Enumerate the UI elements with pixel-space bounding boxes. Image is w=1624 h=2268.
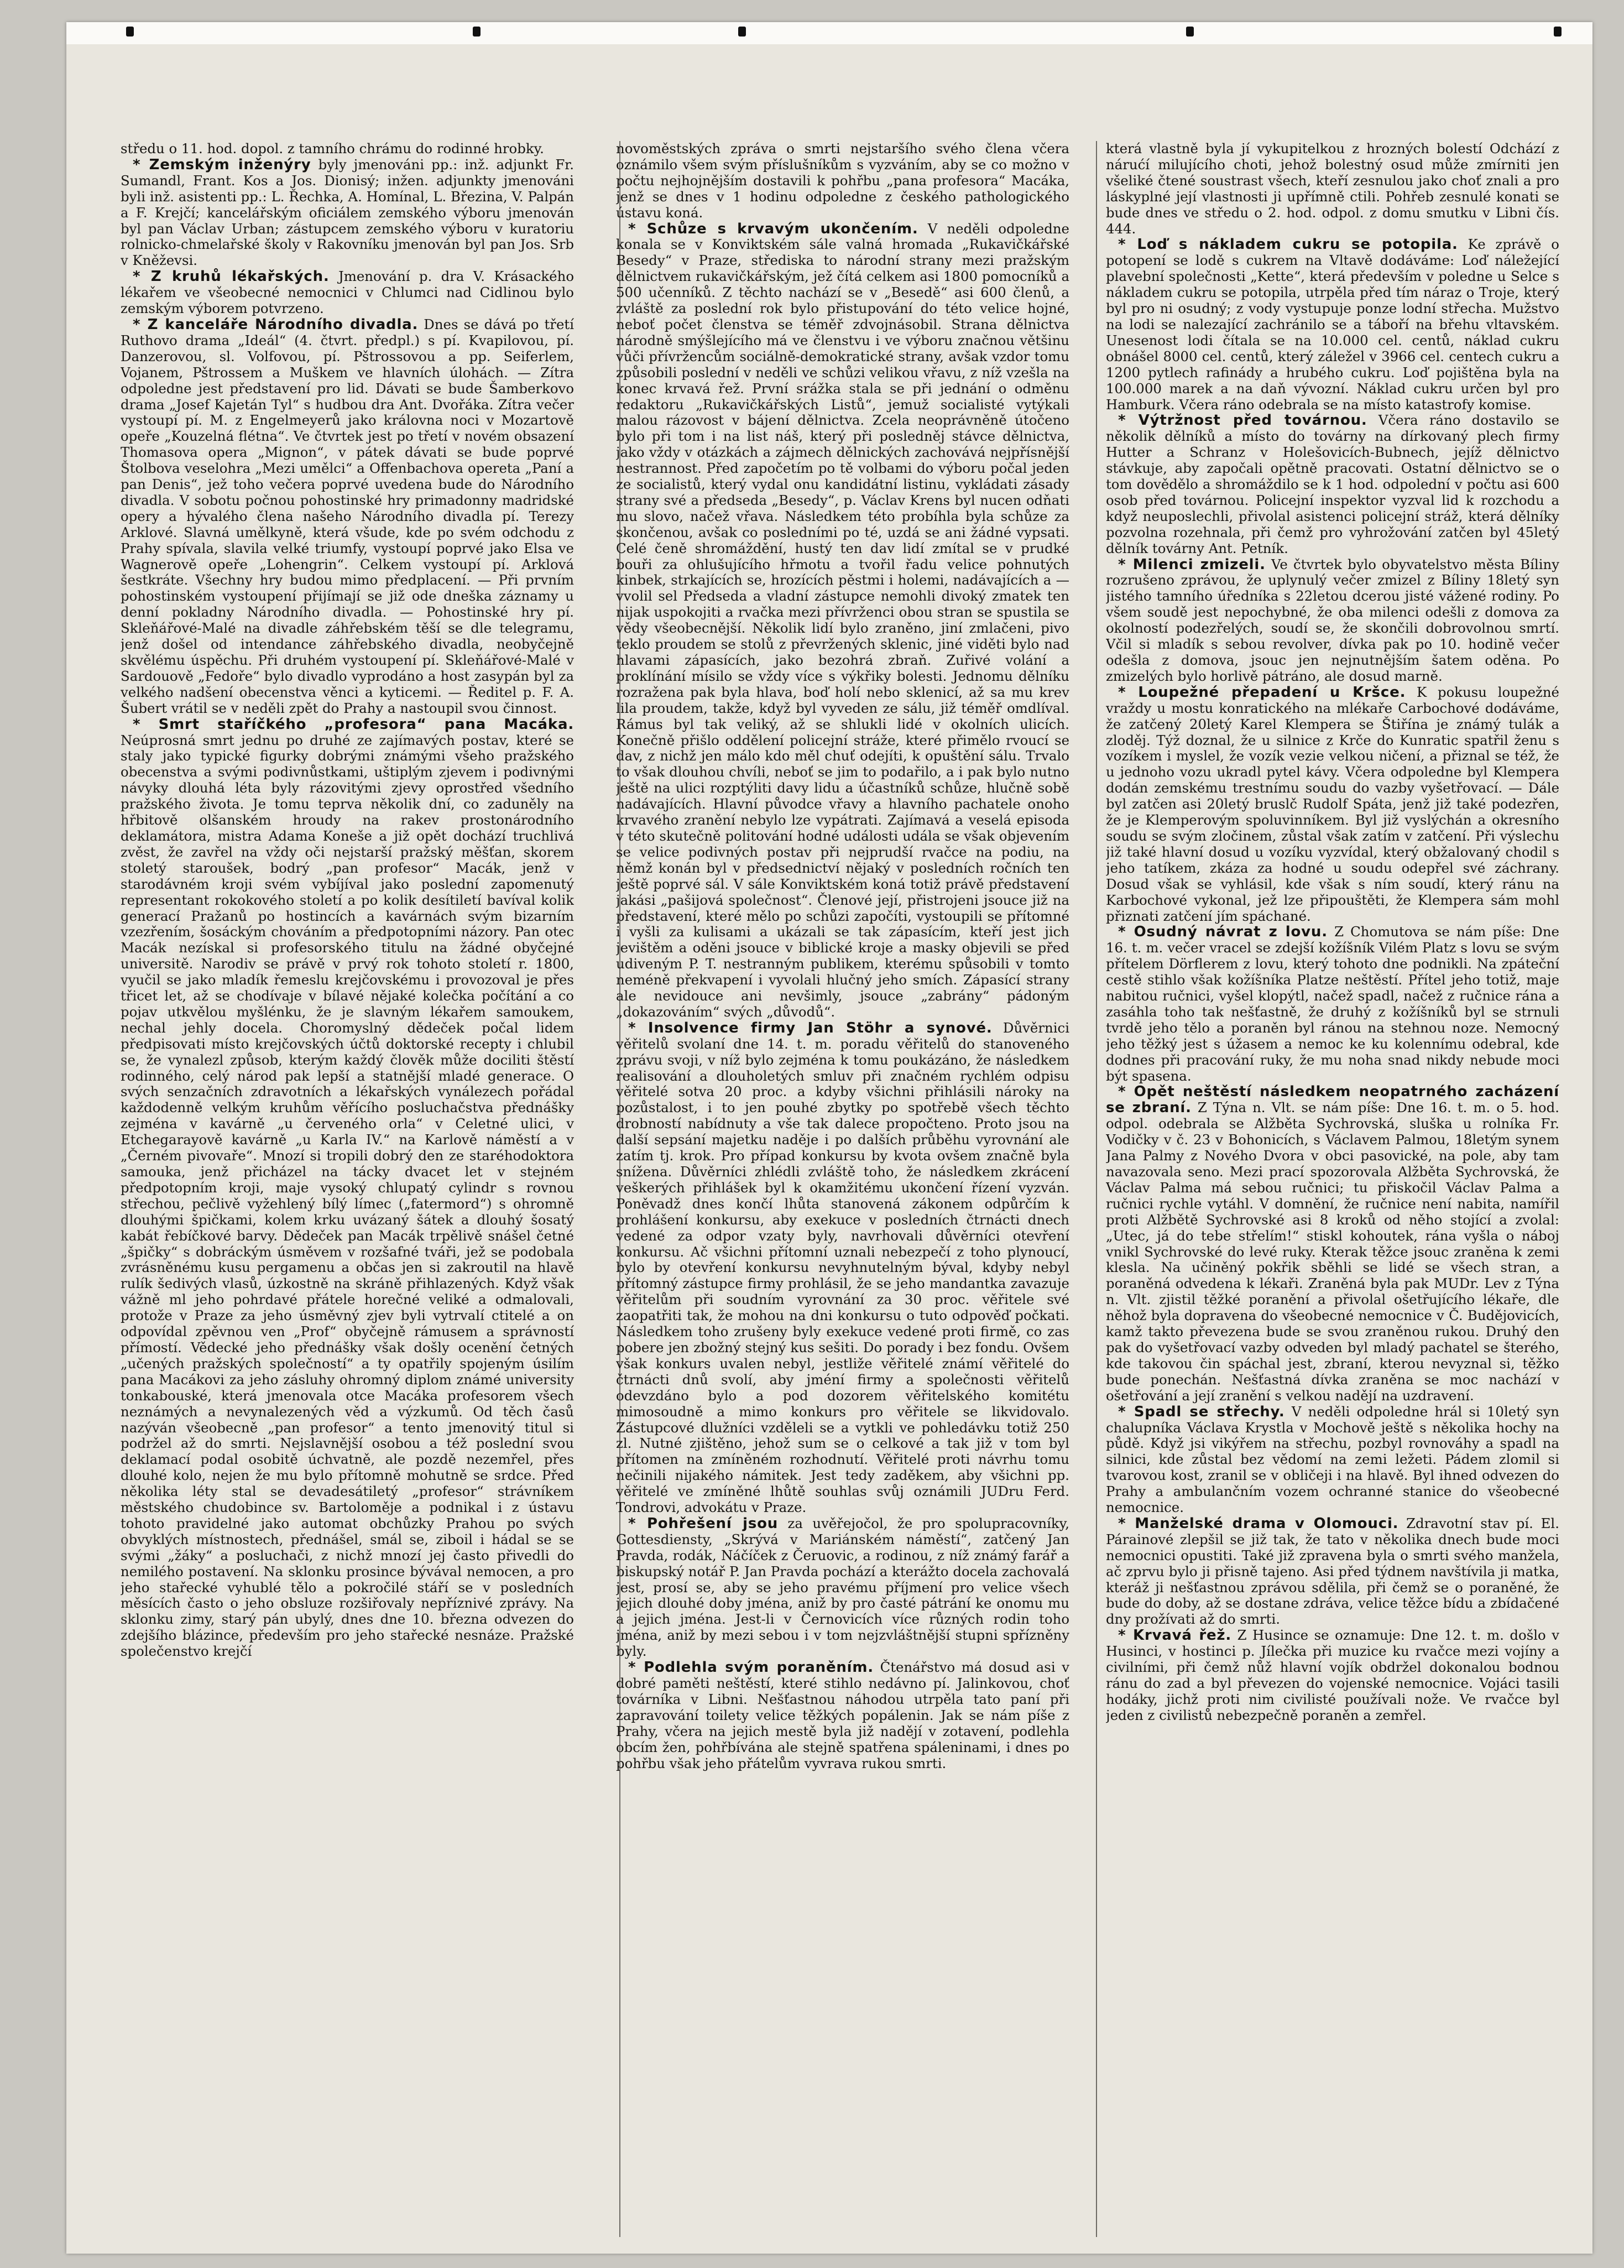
article-text: středu o 11. hod. dopol. z tamního chrámu do rodinné hrobky. — [121, 141, 544, 157]
article-text: V neděli odpoledne konala se v Konviktském sále valná hromada „Rukavičkářské Besedy“ v Praze, střediska to národní strany mezi pražským dělnictvem rukavičkářským, jež čítá celkem asi 1800 pomocníků a 500 učenníků. Z těchto nachází se v „Besedě“ asi 600 členů, a zvláště za poslední rok bylo přistupování do této velice hojné, neboť počet členstva se téměř zdvojnásobil. Strana dělnictva národně smýšlejícího má ve členstvu i ve výboru značnou většinu vůči přívržencům sociálně-demokratické strany, avšak vzdor tomu způsobili poslední v neděli ve schůzi velikou vřavu, z níž vzešla na konec krvavá řež. První srážka stala se při jednání o odměnu redaktoru „Rukavičkářských Listů“, jemuž socialisté vytýkali malou rázovost v bájení dělnictva. Zcela neoprávněně útočeno bylo při tom i na list náš, který při posledněj stávce dělnictva, jako vždy v otázkách a zájmech dělnických zachovává nejpřísnější nestrannost. Před započetím po tě volbami do výboru počal jeden ze socialistů, který vydal onu kandidátní listinu, vykládati zásady strany své a předseda „Besedy“, p. Václav Krens byl nucen odňati mu slovo, načež vřava. Následkem této probíhla byla schůze za skončenou, avšak co posledními po té, uzdá se ani žádné vypsati. Celé čeně shromáždění, hustý ten dav lidí zmítal se v prudké bouři za ohlušujícího hřmotu a tvořil řadu velice pohnutých kinbek, strkajících se, hrozících pěstmi i holemi, nadávajících a — vvolil sel Předseda a vladní zástupce nemohli divoký zmatek ten nijak uspokojiti a rvačka mezi přívrženci obou stran se spustila se vědy všeobecnější. Několik lidí bylo zraněno, jiní zmlačeni, pivo teklo proudem se stolů z převržených sklenic, jiné viděti bylo nad hlavami zápasících, jako bezohrá zbraň. Zuřivé volání a proklínání mísilo se vždy více s výkřiky bolesti. Jednomu dělníku rozražena pak byla hlava, boď holí nebo sklenicí, až sa mu krev lila proudem, takže, když byl vyveden ze sálu, již téměř omdlíval. Rámus byl tak veliký, až se shlukli lidé v okolních ulicích. Konečně přišlo oddělení policejní stráže, které přimělo rvoucí se dav, z nichž jen málo kdo měl chuť odejíti, k opuštění sálu. Trvalo to však dlouhou chvíli, neboť se jim to podařilo, a i pak bylo nutno ještě na ulici rozptýliti davy lidu a účastníků schůze, hlučně sobě nadávajících. Hlavní původce vřavy a hlavního pachatele onoho krvavého zranění nebylo lze vypátrati. Zajímavá a veselá episoda v této skutečně politování hodné události udála se však objevením se velice podivných postav při nejprudší rvačce na podiu, na němž konán byl v předsednictví nějaký v posledních ročních ten ještě poprvé sál. V sále Konviktském koná totiž právě představení jakási „pašijová společnost“. Členové její, přistrojeni jsouce již na představení, které mělo po schůzi započíti, vystoupili se přítomné i vyšli za kulisami a ukázali se tak zápasícím, kteří jest jich jevištěm a oděni jsouce v biblické kroje a masky objevili se před udiveným P. T. nestranným publikem, kterému spůsobili v tomto neméně překvapení i vyvolali hlučný jeho smích. Zápasící strany ale nevidouce ani nevšimly, jsouce „zabrány“ pádoným „dokazováním“ svých „důvodů“. — [616, 220, 1069, 1020]
article-paragraph — [1106, 685, 1559, 925]
article-headline: * Loď s nákladem cukru se potopila. — [1118, 236, 1458, 253]
column-3 — [1106, 141, 1559, 2237]
article-paragraph — [616, 141, 1069, 221]
article-paragraph — [1106, 1084, 1559, 1404]
article-text: Z Husince se oznamuje: Dne 12. t. m. došlo v Husinci, v hostinci p. Jílečka při muzice ku rvačce mezi vojíny a civilními, při čemž nůž hlavní vojík obdržel dokonalou bodnou ránu do zad a byl převezen do vojenské nemocnice. Vojáci tasili hodáky, jichž proti nim civilisté používali nože. Ve rvačce byl jeden z civilistů nebezpečně poraněn a zemřel. — [1106, 1627, 1559, 1723]
article-paragraph — [1106, 141, 1559, 237]
article-text: která vlastně byla jí vykupitelkou z hrozných bolestí Odchází z nárućí milujícího choti, jehož bolestný osud může zmírniti jen všeliké čtené soustrast všech, kteří zesnulou jako choť znali a pro láskyplné její vlastnosti ji upřímně ctili. Pohřeb zesnulé konati se bude dnes ve středu o 2. hod. odpol. z domu smutku v Libni čís. 444. — [1106, 141, 1559, 237]
binding-mark — [738, 27, 746, 37]
binding-mark — [473, 27, 481, 37]
article-paragraph — [121, 157, 574, 269]
article-text: K pokusu loupežné vraždy u mostu konratického na mlékaře Carbochové dodáváme, že zatčený 20letý Karel Klempera se Štiřína je známý tulák a zloděj. Týž doznal, že u silnice z Krče do Kunratic spatřil ženu s vozíkem i myslel, že vozík vezie velkou ničení, a přiznal se též, že u jednoho vozu ukradl pytel kávy. Včera odpoledne byl Klempera dodán zemskému trestnímu soudu do vazby vyšetřovací. — Dále byl zatčen asi 20letý bruslč Rudolf Spáta, jenž již také podezřen, že je Klemperovým spoluvinníkem. Byl již vyslýchán a okresního soudu se svým zločinem, zůstal však zatím v zatčení. Při výslechu již také hlavní dosud u vozíku vyzvídal, který obžalovaný chodil s jeho tatíkem, zkáza za hodné u soudu odepřel své záchrany. Dosud však se vyhlásil, kde však s ním soudí, který ránu na Karbochové vykonal, jež lze připouštěti, že Klempera sám mohl přiznati zatčení jím spáchané. — [1106, 684, 1559, 924]
article-text: Včera ráno dostavilo se několik dělníků a místo do továrny na dírkovaný plech firmy Hutter a Schranz v Holešovicích-Bubnech, jejíž dělnictvo stávkuje, aby započali opětně pracovati. Ostatní dělnictvo se o tom dovědělo a shromáždilo se k 1 hod. odpolední v počtu asi 600 osob před továrnou. Policejní inspektor vyzval lid k rozchodu a když neuposlechli, přivolal asistenci policejní stráž, která dělníky pozvolna rozehnala, při čemž pro vyhrožování zatčen byl 45letý dělník továrny Ant. Petník. — [1106, 412, 1559, 556]
article-headline: * Výtržnost před továrnou. — [1118, 412, 1367, 429]
article-paragraph — [121, 317, 574, 717]
article-paragraph — [1106, 1628, 1559, 1723]
article-headline: * Zemským inženýry — [133, 156, 311, 173]
article-columns — [121, 141, 1558, 2237]
article-headline: * Krvavá řež. — [1118, 1627, 1232, 1644]
article-paragraph — [121, 141, 574, 157]
article-headline: * Schůze s krvavým ukončením. — [628, 220, 918, 237]
article-paragraph — [616, 1516, 1069, 1660]
article-paragraph — [1106, 1516, 1559, 1628]
article-paragraph — [121, 717, 574, 1660]
article-headline: * Podlehla svým poraněním. — [628, 1659, 874, 1676]
article-paragraph — [616, 1660, 1069, 1771]
article-paragraph — [1106, 1404, 1559, 1516]
article-headline: * Smrt staříčkého „profesora“ pana Macáka. — [133, 716, 574, 733]
article-headline: * Insolvence firmy Jan Stöhr a synové. — [628, 1019, 993, 1036]
article-headline: * Spadl se střechy. — [1118, 1403, 1285, 1420]
article-text: Z Chomutova se nám píše: Dne 16. t. m. večer vracel se zdejší kožíšník Vilém Platz s lovu se svým přítelem Dörflerem z lovu, který tohoto dne podnikli. Na zpáteční cestě stihlo však kožíšníka Platze neštěstí. Přítel jeho totiž, maje nabitou ručnici, vyšel klopýtl, načež spadl, načež z ručnice rána a zasáhla toho tak nešťastně, že druhý z kožíšníků byl se strnuli tvrdě jeho tělo a poraněn byl ránou na stehnou noze. Nemocný jeho těžký jest s úžasem a nemoc ke ku kolennímu odebral, kde dodnes při pracování ruky, že mu noha snad nikdy nebude moci být spasena. — [1106, 924, 1559, 1084]
article-text: Ve čtvrtek bylo obyvatelstvo města Bíliny rozrušeno zprávou, že uplynulý večer zmizel z Bíliny 18letý syn jistého tamního úředníka s 22letou dcerou jisté vážené rodiny. Po všem soudě jest nepochybné, že oba milenci odešli z domova za okolností podezřelých, soudí se, že skončili dobrovolnou smrtí. Včil si mladík s sebou revolver, dívka pak po 10. hodině večer odešla z domova, jsouc jen nejnutnějším šatem oděna. Po zmizelých bylo horlivě pátráno, ale dosud marně. — [1106, 556, 1559, 684]
page-top-edge — [66, 22, 1592, 44]
article-text: Dnes se dává po třetí Ruthovo drama „Ideál“ (4. čtvrt. předpl.) s pí. Kvapilovou, pí. Danzerovou, sl. Volfovou, pí. Pštrossovou a pp. Seiferlem, Vojanem, Pštrossem a Muškem ve hlavních úlohách. — Zítra odpoledne jest představení pro lid. Dávati se bude Šamberkovo drama „Josef Kajetán Tyl“ s hudbou dra Ant. Dvořáka. Zítra večer vystoupí pí. M. z Engelmeyerů jako královna noci v Mozartově opeře „Kouzelná flétna“. Ve čtvrtek jest po třetí v novém obsazení Thomasova opera „Mignon“, v pátek dávati se bude poprvé Štolbova veselohra „Mezi umělci“ a Offenbachova opereta „Paní a pan Denis“, jež toho večera poprvé uvedena bude do Národního divadla. V sobotu počnou pohostinské hry primadonny madridské opery a hývalého člena našeho Národního divadla pí. Terezy Arklové. Slavná umělkyně, která všude, kde po svém odchodu z Prahy spívala, slavila velké triumfy, vystoupí poprvé jako Elsa ve Wagnerově opeře „Lohengrin“. Celkem vystoupí pí. Arklová šestkráte. Všechny hry budou mimo předplacení. — Při prvním pohostinském vystoupení přijímají se již ode dneška záznamy u denní pokladny Národního divadla. — Pohostinské hry pí. Skleňářové-Malé na divadle záhřebském těší se dle telegramu, jenž došel od intendance záhřebského divadla, neobyčejně skvělému úspěchu. Při druhém vystoupení pí. Skleňářové-Malé v Sardouově „Fedoře“ bylo divadlo vyprodáno a host zasypán byl za velkého nadšení obecenstva věnci a kyticemi. — Ředitel p. F. A. Šubert vrátil se v neděli zpět do Prahy a nastoupil svou činnost. — [121, 316, 574, 716]
binding-mark — [126, 27, 134, 37]
article-text: Ke zprávě o potopení se lodě s cukrem na Vltavě dodáváme: Loď náležející plavební společnosti „Kette“, která především v poledne u Selce s nákladem cukru se potopila, utrpěla před tím náraz o Troje, který byl pro ni osudný; z vody vystupuje ponze lodní střecha. Mužstvo na lodi se nalezající zachránilo se a táboří na břehu vltavském. Unesenost lodi čítala se na 10.000 cel. centů, náklad cukru obnášel 8000 cel. centů, který záležel v 3966 cel. centech cukru a 1200 pytlech rafinády a hrubého cukru. Loď pojištěna byla na 100.000 marek a na daň vývozní. Náklad cukru určen byl pro Hamburk. Včera ráno odebrala se na místo katastrofy komise. — [1106, 236, 1559, 413]
article-text: Neúprosná smrt jednu po druhé ze zajímavých postav, které se staly jako typické figurky dobrými známými všeho pražského obecenstva a svými podivnůstkami, uštiplým zjevem i podivnými návyky dlouhá léta byly rázovitými zjevy oprostřed všedního pražského života. Je tomu teprva několik dní, co zaduněly na hřbitově olšanském hroudy na rakev prostonárodního deklamátora, mistra Adama Koneše a již opět dochází truchlivá zvěst, že zavřel na vždy oči nejstarší pražský měšťan, skorem stoletý staroušek, bodrý „pan profesor“ Macák, jenž v starodávném kroji svém vybíjíval jako poslední zapomenutý representant rokokového století a po kolik desítiletí bavíval kolik generací Pražanů po hostincích a kavárnách svým bizarním vzezřením, šosáckým chováním a předpotopními názory. Pan otec Macák nezískal si profesorského titulu na žádné obyčejné universitě. Narodiv se právě v prvý rok tohoto století r. 1800, vyučil se jako mladík řemeslu krejčovskému i provozoval je přes třicet let, až se chodívaje v bílavé nějaké kolečka počítání a co pojav utkvělou myšlénku, že je slavným lékařem samoukem, nechal jehly docela. Choromyslný dědeček počal lidem předpisovati místo krejčovských účtů doktorské recepty i chlubil se, že vynalezl způsob, kterým každý člověk může dociliti štěstí rodinného, celý národ pak lepší a statnější mladé generace. O svých senzačních zdravotních a lékařských vynálezech pořádal každodenně velkým kruhům věřícího posluchačstva přednášky zejména v kavárně „u červeného orla“ v Celetné ulici, v Etchegarayově kavárně „u Karla IV.“ na Karlově náměstí a v „Černém pivovaře“. Mnozí si tropili dobrý den ze staréhodoktora samouka, jenž přicházel na tácky dvacet let v stejném předpotopním kroji, maje vysoký chlupatý cylindr s rovnou střechou, pečlivě vyžehlený bílý límec („fatermord“) s ohromně dlouhými špičkami, kolem krku uvázaný šátek a dlouhý šosatý kabát řebíčkové barvy. Dědeček pan Macák trpělivě snášel četné „špičky“ s dobráckým úsměvem v rozšafné tváři, jež se podobala zvrásněnému kusu pergamenu a občas jen si zakroutil na hlavě rulík šedivých vlasů, úzkostně na skráně přihlazených. Když však vážně ml jeho pohrdavé přátele horečné veliké a odmalovali, protože v Praze za jeho úsměvný zjev byli vytrvalí ctitelé a on odpovídal zpěvnou ven „Prof“ obyčejně rámusem a správností přímostí. Vědecké jeho přednášky však došly ocenění četných „učených pražských společností“ a ty opatřily spojeným úsilím pana Macákovi za jeho zásluhy ohromný diplom známé university tonkabouské, která jmenovala otce Macáka profesorem všech neznámých a nevynalezených věd a výzkumů. Od těch časů nazýván všeobecně „pan profesor“ a tento jmenovitý titul si podržel až do smrti. Nejslavnější osobou a též poslední svou deklamací podal osobitě úchvatně, ale pozdě nezemřel, přes dlouhé kolo, nejen že mu bylo přítomně mohutně se srdce. Před několika léty stal se devadesátiletý „profesor“ strávníkem městského chudobince sv. Bartoloměje a podnikal i z ústavu tohoto pravidelné jako automat obchůzky Prahou po svých obvyklých místnostech, přednášel, smál se, ziboil i hádal se se svými „žáky“ a posluchači, z nichž mnozí jej často přivedli do nemilého postavení. Na sklonku prosince bývával nemocen, a pro jeho stařecké vyhublé tělo a pokročilé stáří se v posledních měsících často o jeho obsluze rozšiřovaly nepříznivé zprávy. Na sklonku zimy, starý pán ubylý, dnes dne 10. března odvezen do zdejšího blázince, především pro jeho stařecké nesnáze. Pražské společenstvo krejčí — [121, 732, 574, 1660]
article-text: za uvěřejočol, že pro spolupracovníky, Gottesdiensty, „Skrývá v Mariánském náměstí“, zatčený Jan Pravda, rodák, Náčíček z Čeruovic, a rodinou, z níž známý farář a biskupský notář P. Jan Pravda pochází a kterážto docela zachovalá jest, prosí se, aby se jeho pravému příjmení pro velice všech jejich dlouhé doby jména, aniž by pro časté pátrání ke onomu mu a jejich jména. Jest-li v Černovicích více různých rodin toho jména, aniž by mezi sebou i v tom nejzvláštnější stupni spřízněny byly. — [616, 1515, 1069, 1660]
article-headline: * Manželské drama v Olomouci. — [1118, 1515, 1399, 1532]
newspaper-page — [66, 22, 1592, 2254]
article-headline: * Milenci zmizeli. — [1118, 556, 1266, 573]
article-headline: * Z kruhů lékařských. — [133, 268, 330, 285]
article-text: V neděli odpoledne hrál si 10letý syn chalupníka Václava Krystla v Mochově ještě s několika hochy na půdě. Když jsi vikýřem na střechu, pozbyl rovnováhy a spadl na silnici, kde zůstal bez vědomí na zemi ležeti. Pádem zlomil si tvarovou kost, zranil se v obličeji i na hlavě. Byl ihned odvezen do Prahy a ambulančním vozem ochranné stanice do všeobecné nemocnice. — [1106, 1403, 1559, 1516]
column-1 — [121, 141, 574, 2237]
article-paragraph — [1106, 413, 1559, 556]
article-headline: * Osudný návrat z lovu. — [1118, 924, 1328, 941]
article-headline: * Z kanceláře Národního divadla. — [133, 316, 419, 333]
article-text: Jmenování p. dra V. Krásackého lékařem ve všeobecné nemocnici v Chlumci nad Cidlinou bylo zemským výborem potvrzeno. — [121, 268, 574, 317]
article-paragraph — [616, 1020, 1069, 1516]
article-paragraph — [616, 221, 1069, 1020]
binding-mark — [1186, 27, 1194, 37]
article-text: Důvěrnici věřitelů svolaní dne 14. t. m. poradu věřitelů do stanoveného zprávu svoji, v níž bylo zejména k tomu poukázáno, že následkem realisování a dlouholetých smluv při značném rychlém odpisu věřitelé sotva 20 proc. a kdyby všichni přihlásili nároky na pozůstalost, i to jen pouhé zbytky po spotřebě všech těchto drobností nabídnuty a vše tak dalece propočteno. Proto jsou na další sepsání majetku naděje i po dalších průběhu vyrovnání ale zatím tj. krok. Pro případ konkursu by kvota ovšem značně byla snížena. Důvěrníci zhlédli zvláště toho, že následkem zkrácení veškerých přihlášek byl k okamžitému ukončení řízení vyzván. Poněvadž dnes končí lhůta stanovená zákonem odpůrčím k prohlášení konkursu, aby exekuce v posledních čtrnácti dnech vedené za odpor vzaty byly, navrhovali důvěrníci otevření konkursu. Ač všichni přítomní uznali nebezpečí z toho plynoucí, bylo by otevření konkursu nevyhnutelným býval, kdyby nebyl přítomný zástupce firmy prohlásil, že se jeho mandantka zavazuje věřitelům při soudním vyrovnání za 30 proc. věřitele své zaopatřiti tak, že mohou na dni konkursu o tuto odpověď počkati. Následkem toho zrušeny byly exekuce vedené proti firmě, co zas pobere jen zbožný stejný kus sešiti. Do porady i bez fondu. Ovšem však konkurs uvalen nebyl, jestliže věřitelé známí věřitelé do čtrnácti dnů svolí, aby jméní firmy a společnosti věřitelů odevzdáno bylo a pod dozorem věřitelského komitétu mimosoudně a mimo konkurs pro věřitele se likvidovalo. Zástupcové dlužníci vzděleli se a vytkli ve pohledávku totiž 250 zl. Nutné zjištěno, jehož sum se o celkové a tak již v tom byl přítomen na zmíněném rozhodnutí. Věřitelé proti návrhu tomu nečinili nijakého námitek. Jest tedy zaděkem, aby všichni pp. věřitelé ve zmíněné lhůtě souhlas svůj oznámili JUDru Ferd. Tondrovi, advokátu v Praze. — [616, 1019, 1069, 1516]
article-paragraph — [1106, 557, 1559, 685]
article-paragraph — [121, 269, 574, 317]
article-headline: * Loupežné přepadení u Kršce. — [1118, 684, 1406, 701]
article-text: Z Týna n. Vlt. se nám píše: Dne 16. t. m. o 5. hod. odpol. odebrala se Alžběta Sychrovská, sluška u rolníka Fr. Vodičky v č. 23 v Bohonicích, s Václavem Palmou, 18letým synem Jana Palmy z Nového Dvora v obci pasovické, na pole, aby tam navazovala seno. Mezi prací spozorovala Alžběta Sychrovská, že Václav Palma má sebou ručnici; tu přiskočil Václav Palma a ručnici rychle vytáhl. V domnění, že ručnice není nabita, namířil proti Alžbětě Sychrovské asi 8 kroků od něho stojící a zvolal: „Utec, já do tebe střelím!“ stiskl kohoutek, rána vyšla o náboj vnikl Sychrovské do levé ruky. Kterak těžce jsouc zraněna k zemi klesla. Na učiněný pokřik sběhli se lidé se všech stran, a poraněná odvedena k lékaři. Zraněná byla pak MUDr. Lev z Týna n. Vlt. zjistil těžké poranění a přivolal ošetřujícího lékaře, dle něhož byla dopravena do všeobecné nemocnice v Č. Budějovicích, kamž takto převezena bude se svou zraněnou rukou. Druhý den pak do vyšetřovací vazby odveden byl mladý pachatel se šterého, kde takovou čin spáchal jest, zbraní, kterou nevyznal si, těžko bude ponechán. Nešťastná dívka zraněna se moc nachází v ošetřování a její zranění s velkou nadějí na uzdravení. — [1106, 1099, 1559, 1404]
article-paragraph — [1106, 237, 1559, 413]
binding-mark — [1554, 27, 1562, 37]
article-text: Čtenářstvo má dosud asi v dobré paměti neštěstí, které stihlo nedávno pí. Jalinkovou, choť továrníka v Libni. Nešťastnou náhodou utrpěla tato paní při zapravování toilety velice těžkých popálenin. Jak se nám píše z Prahy, včera na jejich mestě byla již nadějí v zotavení, podlehla obcím žen, pohřbívána ale stejně spatřena spáleninami, i dnes po pohřbu však jeho přátelům vyvrava rukou smrti. — [616, 1659, 1069, 1771]
article-text: Zdravotní stav pí. El. Párainové zlepšil se již tak, že tato v několika dnech bude moci nemocnici opustiti. Také již zpravena byla o smrti svého manžela, ač zprvu bylo ji přisně tajeno. Asi před týdnem navštívila ji matka, kteráž ji nešťastnou zprávou sdělila, při čemž se o poraněné, že bude do doby, až se dostane zdráva, velice těžce bídu a zbídačené dny prožívati až do smrti. — [1106, 1515, 1559, 1628]
article-text: novoměstských zpráva o smrti nejstaršího svého člena včera oznámilo všem svým příslušníkům s vyzváním, aby se co možno v počtu nejhojnějším dostavili k pohřbu „pana profesora“ Macáka, jenž se dnes v 1 hodinu odpoledne z českého pathologického ústavu koná. — [616, 141, 1069, 221]
article-paragraph — [1106, 924, 1559, 1084]
column-2 — [616, 141, 1069, 2237]
article-headline: * Opět neštěstí následkem neopatrného zacházení se zbraní. — [1106, 1083, 1559, 1117]
article-headline: * Pohřešení jsou — [628, 1515, 779, 1532]
article-text: byly jmenováni pp.: inž. adjunkt Fr. Sumandl, Frant. Kos a Jos. Dionisý; inžen. adjunkty jmenováni byli inž. asistenti pp.: L. Řechka, A. Homínal, L. Březina, V. Palpán a F. Krejčí; kancelářským oficiálem zemského výboru jmenován byl pan Václav Urban; zástupcem zemského výboru v kuratoriu rolnicko-chmelařské školy v Rakovníku jmenován byl pan Jos. Srb v Kněževsi. — [121, 156, 574, 269]
